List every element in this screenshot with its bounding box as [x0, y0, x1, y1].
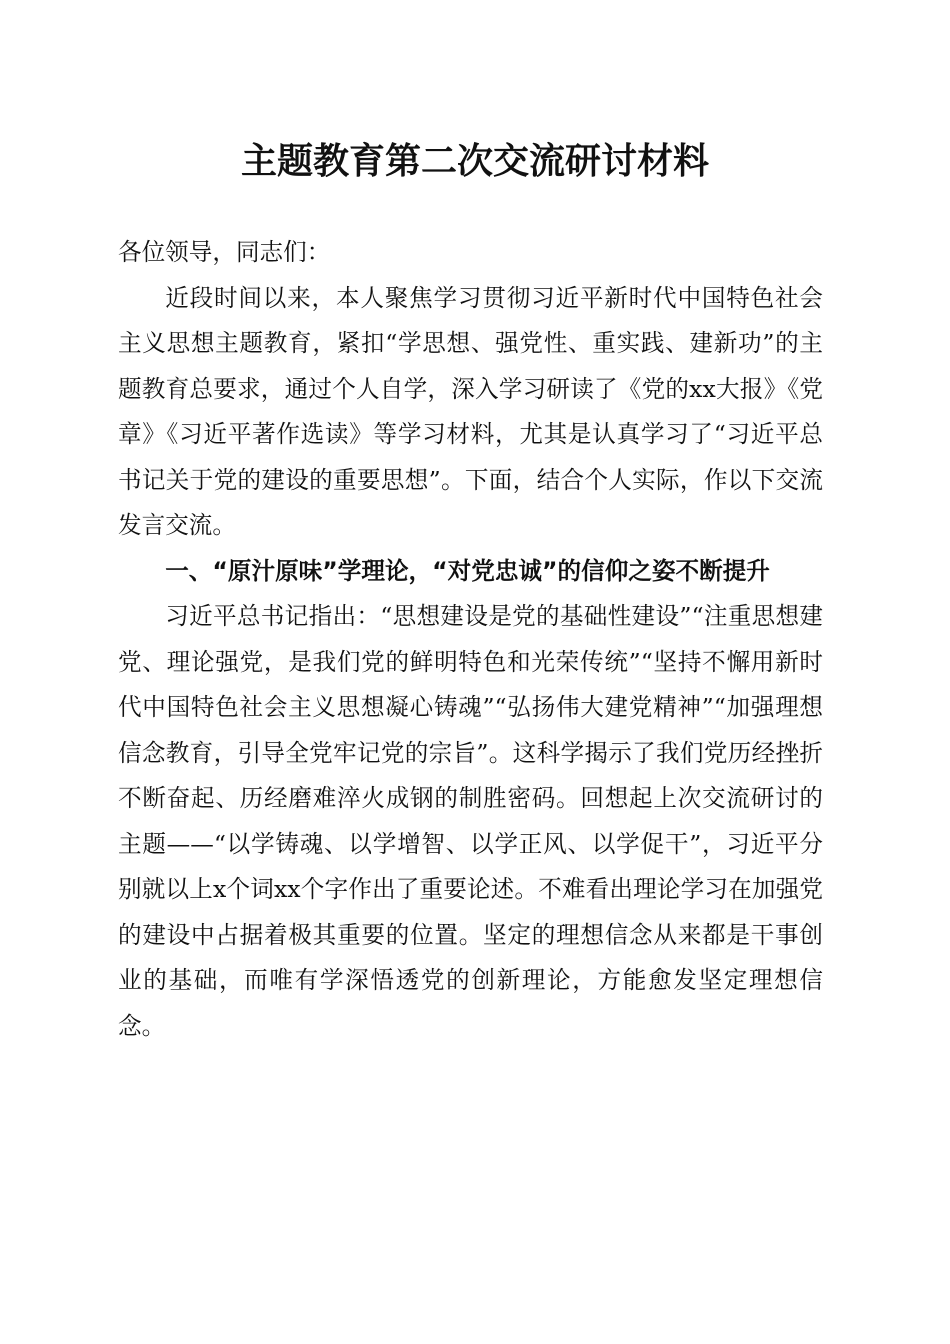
intro-paragraph: 近段时间以来，本人聚焦学习贯彻习近平新时代中国特色社会主义思想主题教育，紧扣“学思想、强党性、重实践、建新功”的主题教育总要求，通过个人自学，深入学习研读了《党的xx大报》《党章》《习近平著作选读》等学习材料，尤其是认真学习了“习近平总书记关于党的建设的重要思想”。下面，结合个人实际，作以下交流发言交流。	[118, 283, 823, 539]
document-title: 主题教育第二次交流研讨材料	[240, 140, 709, 182]
section-paragraph: 习近平总书记指出：“思想建设是党的基础性建设”“注重思想建党、理论强党，是我们党的鲜明特色和光荣传统”“坚持不懈用新时代中国特色社会主义思想凝心铸魂”“弘扬伟大建党精神”“加强理想信念教育，引导全党牢记党的宗旨”。这科学揭示了我们党历经挫折不断奋起、历经磨难淬火成钢的制胜密码。回想起上次交流研讨的主题——“以学铸魂、以学增智、以学正风、以学促干”，习近平分别就以上x个词xx个字作出了重要论述。不难看出理论学习在加强党的建设中占据着极其重要的位置。坚定的理想信念从来都是干事创业的基础，而唯有学深悟透党的创新理论，方能愈发坚定理想信念。	[118, 602, 823, 1040]
salutation: 各位领导，同志们：	[118, 238, 331, 266]
section-heading: 一、“原汁原味”学理论，“对党忠诚”的信仰之姿不断提升	[165, 556, 770, 585]
document-body	[118, 230, 823, 1049]
